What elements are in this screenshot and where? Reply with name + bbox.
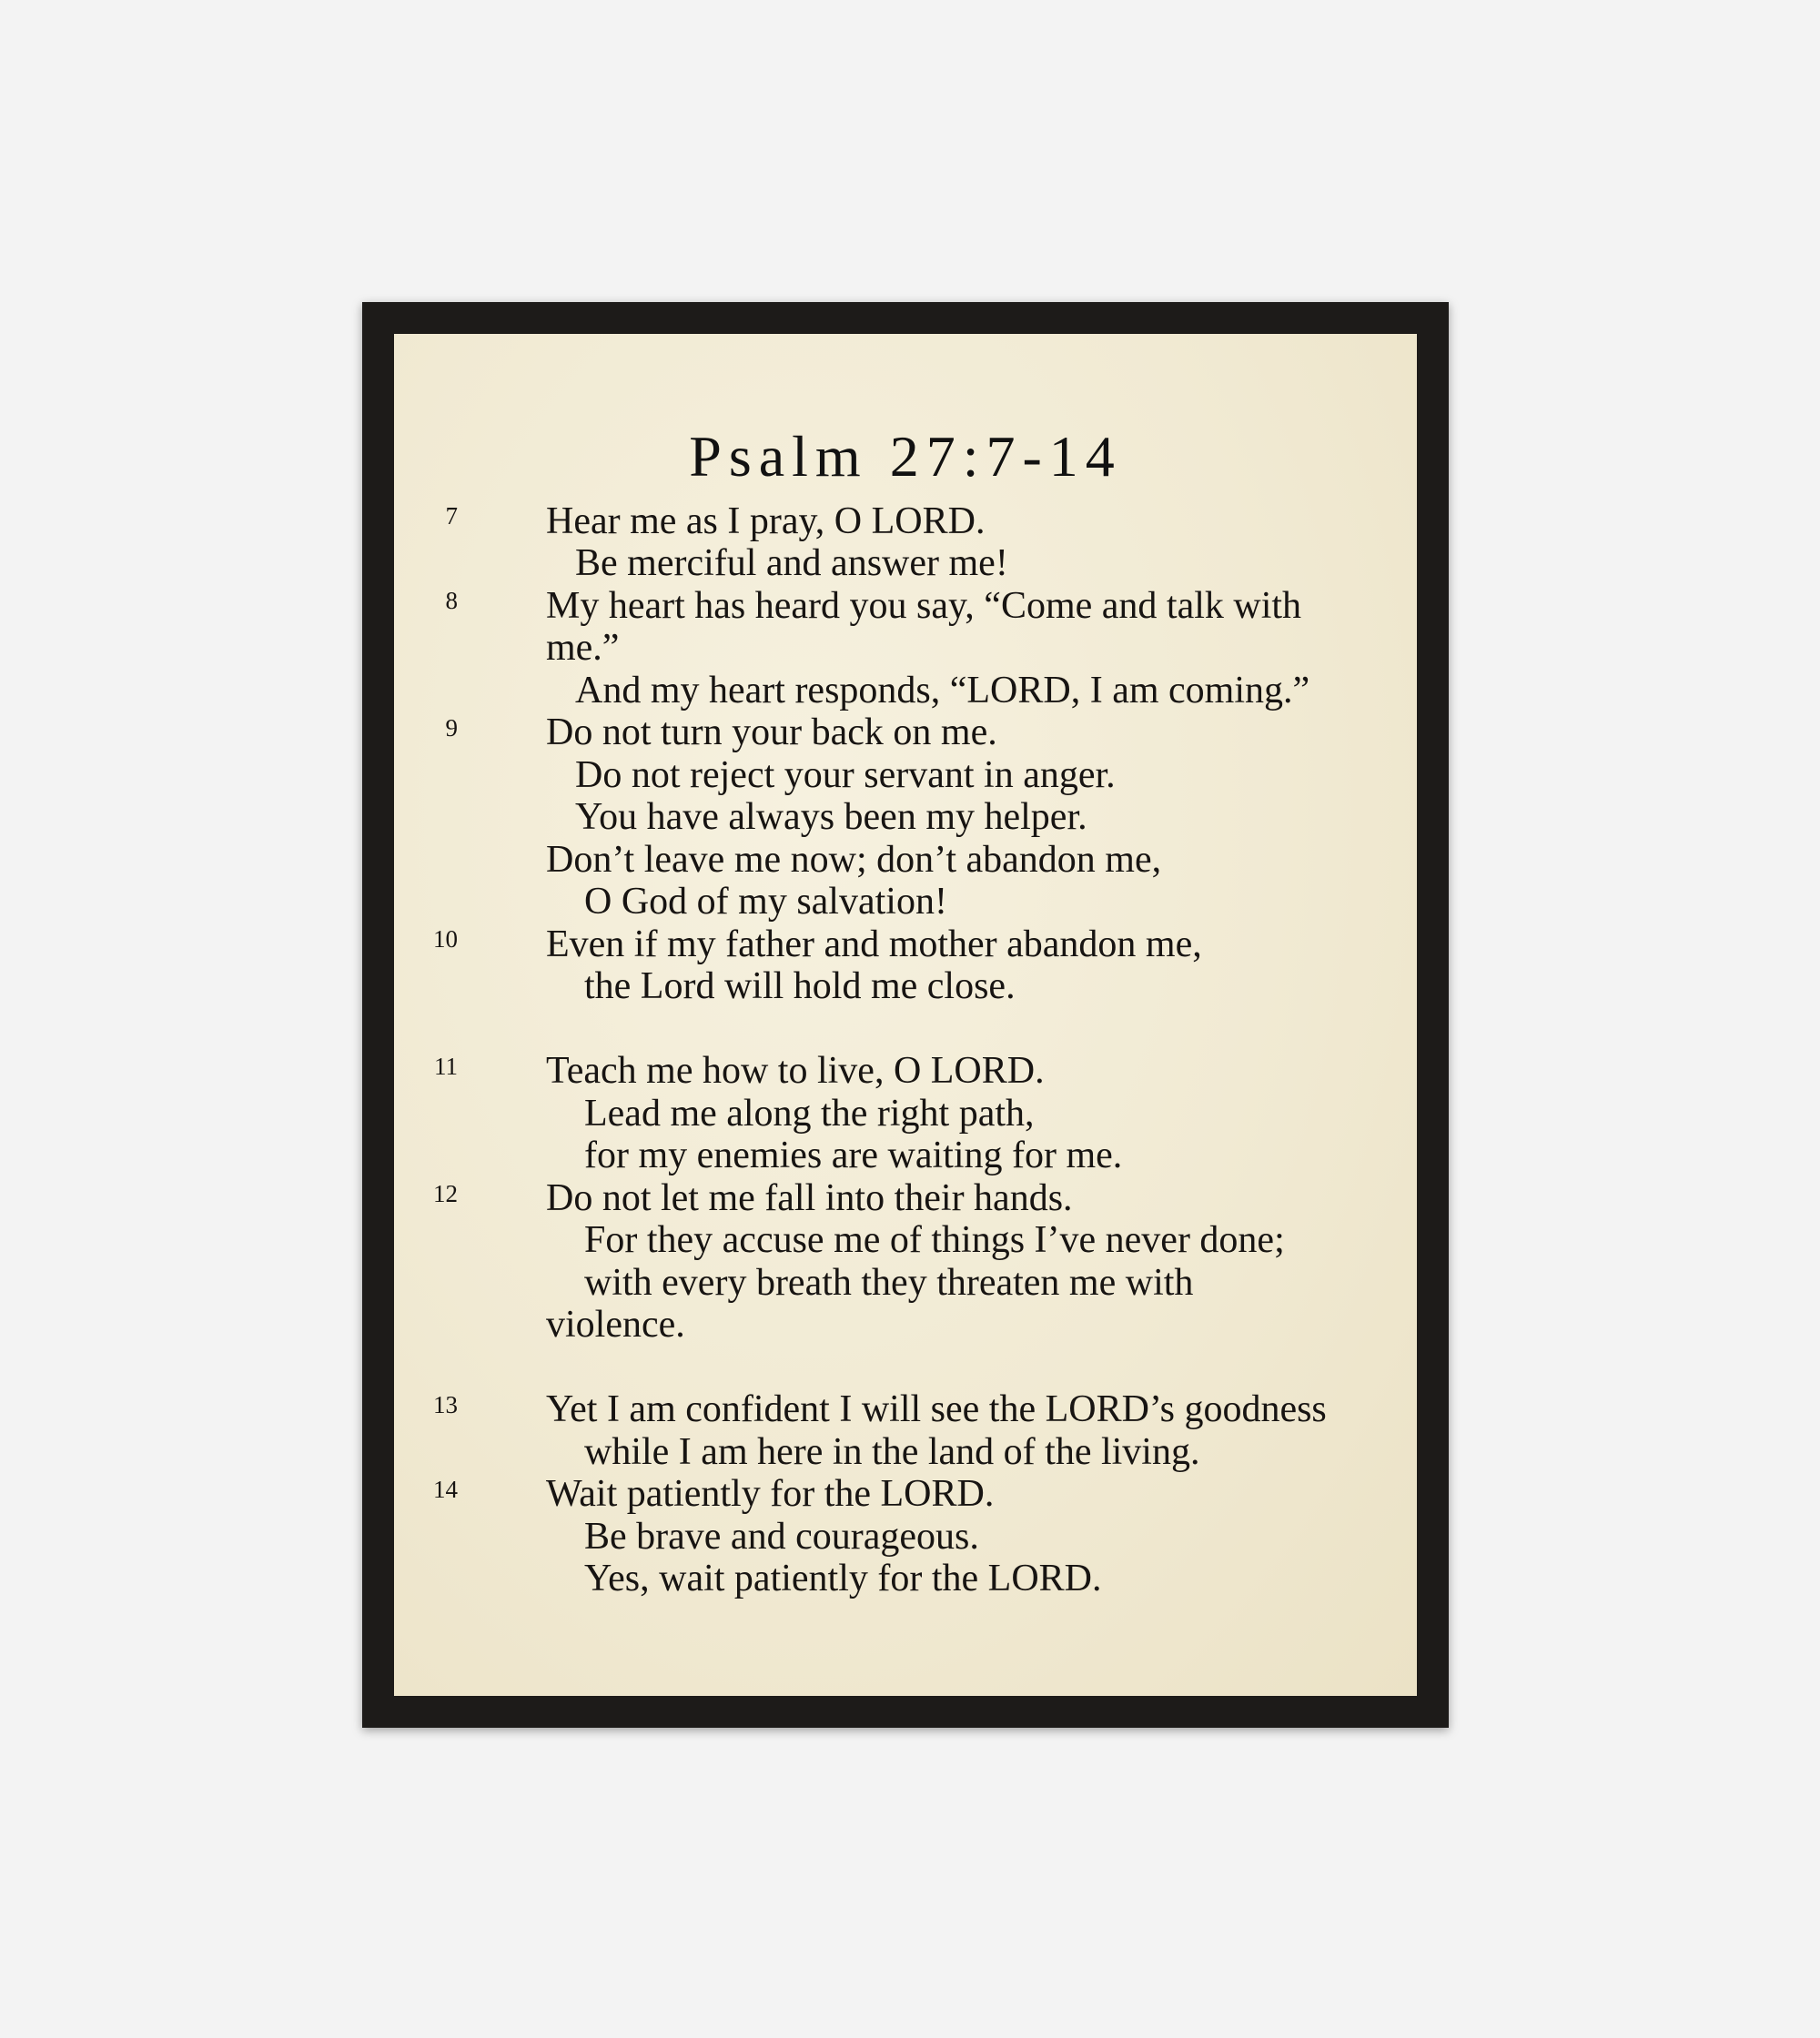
verse-number-14: 14 (433, 1476, 458, 1503)
verse-number-8: 8 (445, 587, 458, 614)
verse-number-9: 9 (445, 714, 458, 742)
verse-line: for my enemies are waiting for me. (584, 1135, 1123, 1176)
verse-number-7: 7 (445, 502, 458, 530)
verse-line: Teach me how to live, O LORD. (546, 1050, 1045, 1092)
verse-line: Do not turn your back on me. (546, 711, 997, 753)
verse-number-10: 10 (433, 925, 458, 953)
verse-line: with every breath they threaten me with (584, 1262, 1194, 1304)
verse-line: violence. (546, 1304, 685, 1346)
verse-line: You have always been my helper. (575, 796, 1087, 838)
verse-line: Yet I am confident I will see the LORD’s goodness (546, 1388, 1327, 1430)
verse-line: Hear me as I pray, O LORD. (546, 500, 986, 542)
verse-line: Be merciful and answer me! (575, 542, 1008, 584)
verse-line: while I am here in the land of the living. (584, 1431, 1200, 1473)
verse-line: O God of my salvation! (584, 881, 947, 923)
verse-line: Yes, wait patiently for the LORD. (584, 1558, 1102, 1599)
verse-line: Don’t leave me now; don’t abandon me, (546, 839, 1162, 881)
verse-line: the Lord will hold me close. (584, 965, 1016, 1007)
verse-number-11: 11 (434, 1053, 458, 1080)
verse-line: Lead me along the right path, (584, 1093, 1035, 1135)
aged-paper-print (394, 334, 1417, 1696)
psalm-title: Psalm 27:7-14 (689, 424, 1122, 489)
verse-line: Wait patiently for the LORD. (546, 1473, 995, 1515)
picture-frame (362, 302, 1449, 1728)
verse-line: Do not let me fall into their hands. (546, 1177, 1073, 1219)
verse-number-13: 13 (433, 1391, 458, 1418)
verse-line: For they accuse me of things I’ve never done; (584, 1219, 1285, 1261)
verse-line: me.” (546, 627, 620, 669)
verse-line: Be brave and courageous. (584, 1516, 979, 1558)
verse-line: My heart has heard you say, “Come and talk with (546, 585, 1302, 627)
verse-line: Even if my father and mother abandon me, (546, 923, 1202, 965)
verse-number-12: 12 (433, 1180, 458, 1207)
verse-line: Do not reject your servant in anger. (575, 754, 1116, 796)
verse-line: And my heart responds, “LORD, I am coming.” (575, 670, 1310, 711)
